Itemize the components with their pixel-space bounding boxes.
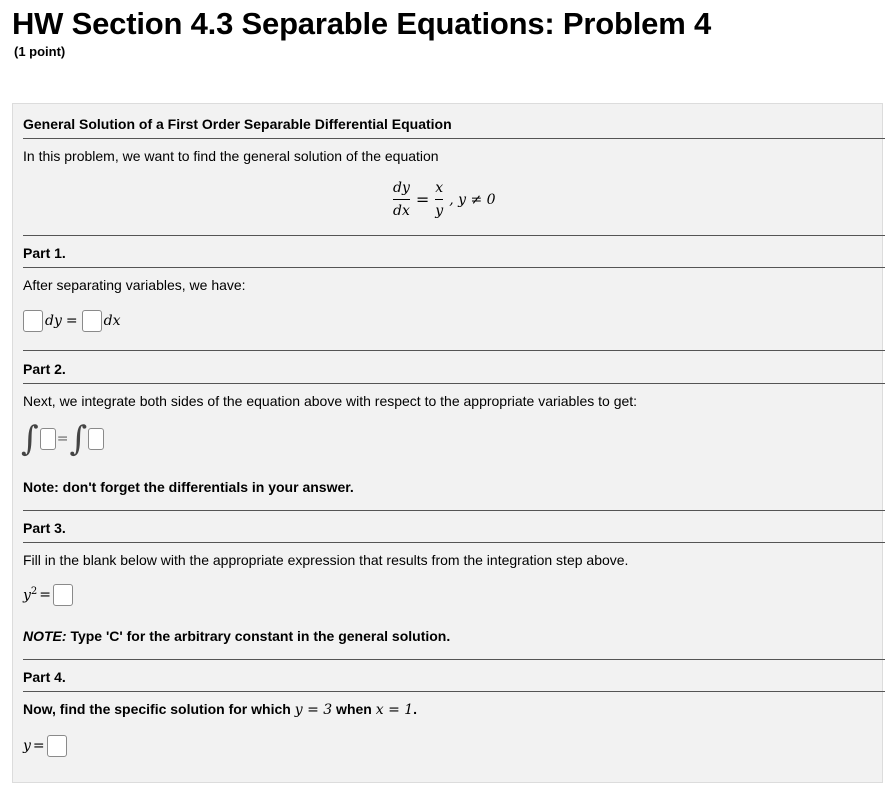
points-label: (1 point) xyxy=(14,44,66,59)
part2-answer-row xyxy=(21,419,104,459)
divider xyxy=(23,267,885,268)
answer-input-2[interactable] xyxy=(82,310,102,332)
divider xyxy=(23,542,885,543)
exponent: 2 xyxy=(30,586,38,598)
denominator: dx xyxy=(393,203,410,219)
part2-text: Next, we integrate both sides of the equation above with respect to the appropriate variables to get: xyxy=(23,393,638,409)
answer-input-1[interactable] xyxy=(23,310,43,332)
fraction-xy xyxy=(435,180,443,219)
numerator: dy xyxy=(393,180,410,196)
dy-label: dy xyxy=(45,313,62,329)
divider xyxy=(23,350,885,351)
text: . xyxy=(413,701,418,717)
part3-heading: Part 3. xyxy=(23,520,66,536)
part4-answer-row xyxy=(23,735,67,757)
note-label: NOTE: xyxy=(23,628,67,644)
equals-sign: = xyxy=(415,190,430,209)
problem-title: HW Section 4.3 Separable Equations: Problem 4 xyxy=(12,6,712,41)
fraction-dydx xyxy=(393,180,410,219)
intro-text: In this problem, we want to find the general solution of the equation xyxy=(23,148,439,164)
part1-text: After separating variables, we have: xyxy=(23,277,246,293)
numerator: x xyxy=(435,180,444,196)
denominator: y xyxy=(435,203,444,219)
condition-y: y = 3 xyxy=(294,702,333,718)
answer-input-5[interactable] xyxy=(53,584,73,606)
text: Now, find the specific solution for which xyxy=(23,701,295,717)
y-variable xyxy=(23,586,37,604)
answer-input-6[interactable] xyxy=(47,735,67,757)
integral-sign: ∫ xyxy=(69,419,88,459)
condition-x: x = 1 xyxy=(375,702,414,718)
problem-panel xyxy=(12,103,883,783)
part3-answer-row xyxy=(23,584,73,606)
equals-sign: = xyxy=(65,313,78,329)
part4-heading: Part 4. xyxy=(23,669,66,685)
part3-text: Fill in the blank below with the appropriate expression that results from the integration step above. xyxy=(23,552,629,568)
text: when xyxy=(332,701,376,717)
part2-note: Note: don't forget the differentials in your answer. xyxy=(23,479,354,495)
equals-sign: = xyxy=(39,587,52,603)
equals-sign: = xyxy=(56,431,69,447)
part2-heading: Part 2. xyxy=(23,361,66,377)
y-label: y xyxy=(23,587,31,604)
part3-note xyxy=(23,628,450,644)
divider xyxy=(23,383,885,384)
divider xyxy=(23,138,885,139)
fraction-bar xyxy=(393,199,410,200)
part1-answer-row xyxy=(23,310,120,332)
answer-input-4[interactable] xyxy=(88,428,104,450)
integral-sign: ∫ xyxy=(21,419,39,459)
divider xyxy=(23,691,885,692)
divider xyxy=(23,510,885,511)
section-heading: General Solution of a First Order Separable Differential Equation xyxy=(23,116,452,132)
answer-input-3[interactable] xyxy=(40,428,56,450)
equals-sign: = xyxy=(32,738,45,754)
part1-heading: Part 1. xyxy=(23,245,66,261)
equation-condition: , y ≠ 0 xyxy=(449,191,496,208)
fraction-bar xyxy=(435,199,443,200)
note-text: Type 'C' for the arbitrary constant in the general solution. xyxy=(66,628,451,644)
divider xyxy=(23,659,885,660)
part4-text xyxy=(23,701,417,718)
dx-label: dx xyxy=(103,313,121,329)
equation-display xyxy=(393,180,496,219)
y-label: y xyxy=(23,738,31,754)
divider xyxy=(23,235,885,236)
